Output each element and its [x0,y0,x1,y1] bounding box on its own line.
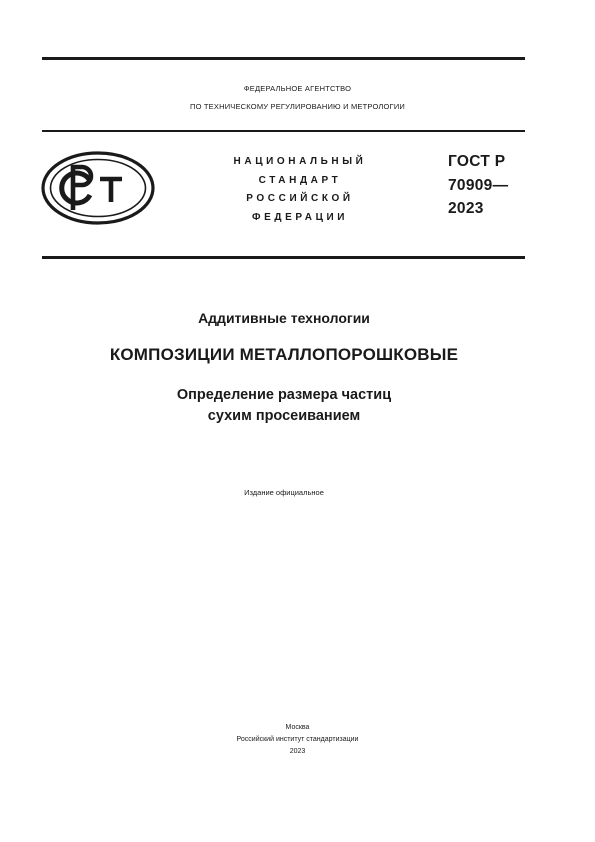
subtitle [0,385,568,427]
designation-line: 2023 [448,200,484,217]
gost-r-emblem-icon [40,150,156,226]
subtitle-line-2: сухим просеиванием [207,408,361,424]
imprint-city: Москва [285,724,310,731]
top-rule [42,57,525,60]
series-title: Аддитивные технологии [198,310,370,326]
designation-line: 70909— [448,176,509,194]
designation-line: ГОСТ Р [448,153,506,170]
standard-type-line: РОССИЙСКОЙ [246,193,354,204]
agency-name-line-2: ПО ТЕХНИЧЕСКОМУ РЕГУЛИРОВАНИЮ И МЕТРОЛОГИИ [189,102,405,111]
standard-designation [448,150,508,221]
middle-rule [42,130,525,132]
imprint-publisher: Российский институт стандартизации [236,736,359,743]
subtitle-line-1: Определение размера частиц [176,387,392,403]
standard-type-line: СТАНДАРТ [258,174,342,186]
main-title: КОМПОЗИЦИИ МЕТАЛЛОПОРОШКОВЫЕ [109,345,459,364]
standard-type-line: ФЕДЕРАЦИИ [251,211,349,223]
agency-name-line-1: ФЕДЕРАЛЬНОЕ АГЕНТСТВО [243,84,352,93]
imprint-year: 2023 [289,748,306,755]
standard-type [210,153,390,227]
edition-note: Издание официальное [244,488,324,497]
bottom-rule [42,256,525,259]
imprint [0,722,595,758]
standard-type-line: НАЦИОНАЛЬНЫЙ [233,156,367,167]
